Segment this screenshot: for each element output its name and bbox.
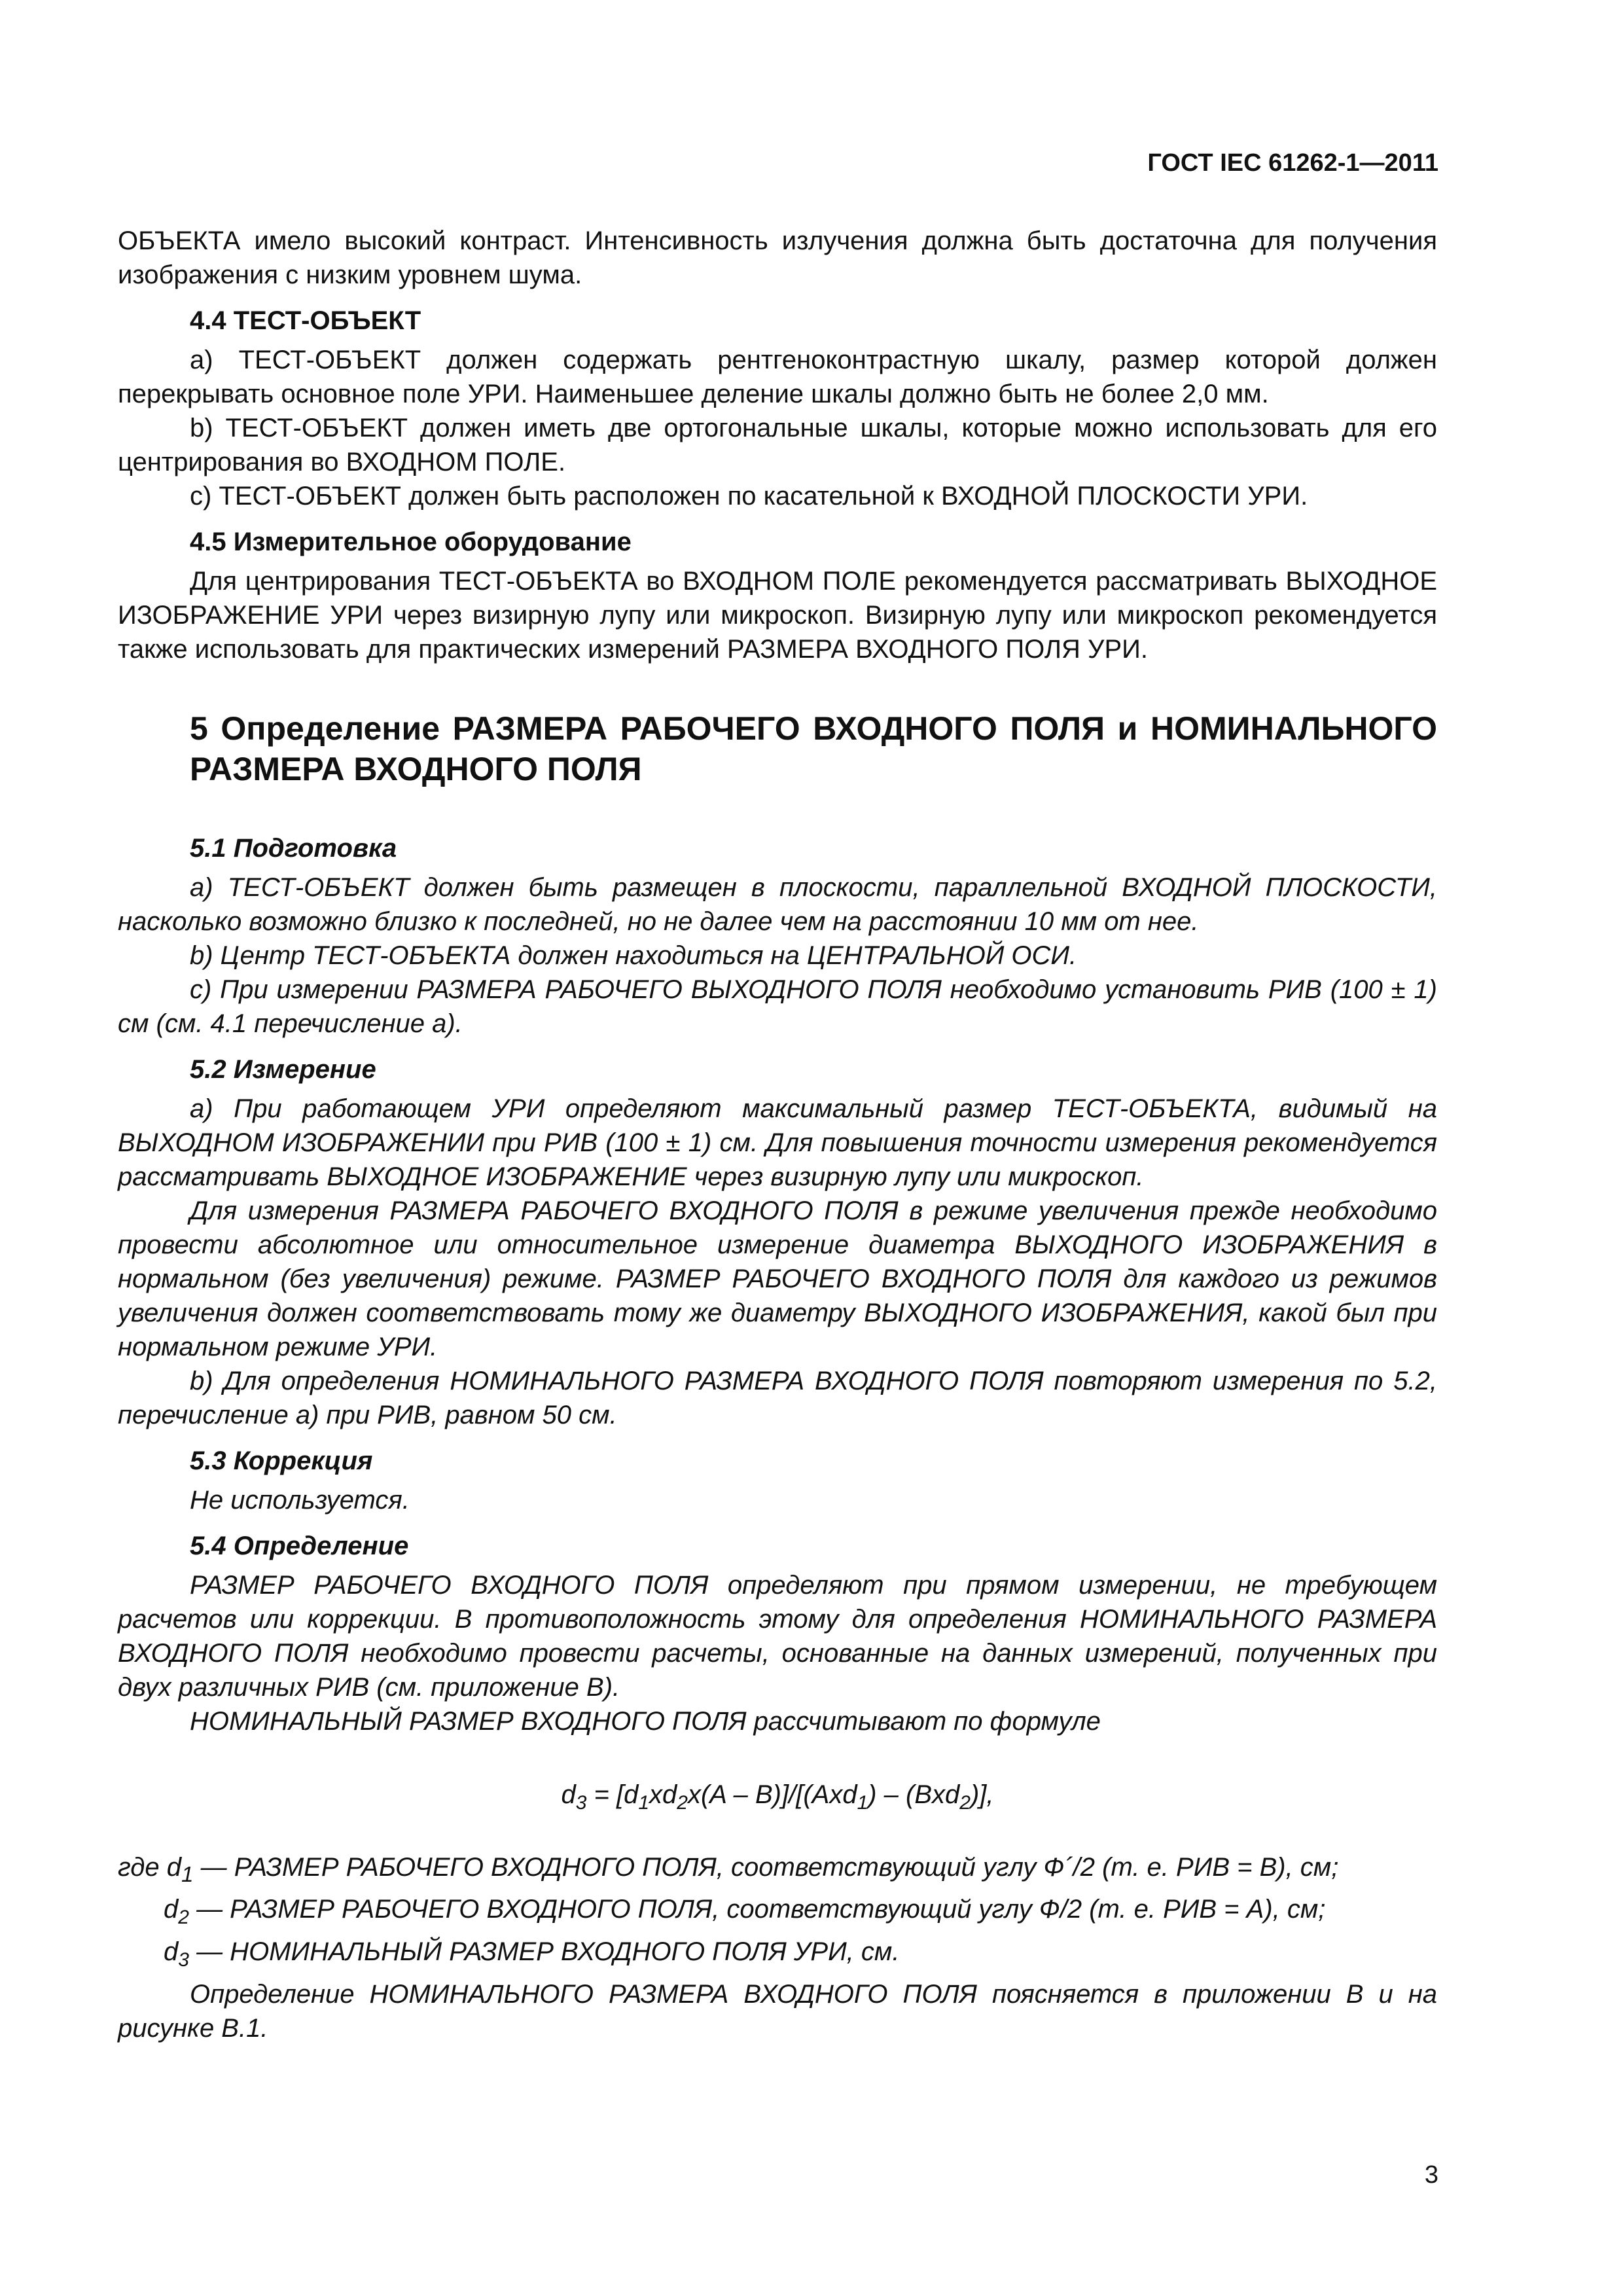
section-4-4-heading: 4.4 ТЕСТ-ОБЪЕКТ [190, 306, 421, 335]
section-5-heading: 5 Определение РАЗМЕРА РАБОЧЕГО ВХОДНОГО ПОЛЯ и НОМИНАЛЬНОГО РАЗМЕРА ВХОДНОГО ПОЛЯ [190, 710, 1437, 787]
section-5-3-text: Не используется. [190, 1486, 410, 1515]
document-body [118, 224, 1437, 2045]
formula-legend-d2: $d_2$ — РАЗМЕР РАБОЧЕГО ВХОДНОГО ПОЛЯ, соответствующий углу Ф/2 (т. е. РИВ = А), см; [164, 1895, 1326, 1928]
page-number: 3 [1424, 2161, 1438, 2189]
document-code-header: ГОСТ IEC 61262-1—2011 [1147, 149, 1438, 177]
section-5-2-heading: 5.2 Измерение [190, 1055, 376, 1084]
formula-legend-d1: где $d_1$ — РАЗМЕР РАБОЧЕГО ВХОДНОГО ПОЛЯ, соответствующий углу Ф´/2 (т. е. РИВ = В), см; [118, 1853, 1339, 1887]
section-5-1-heading: 5.1 Подготовка [190, 834, 397, 863]
formula-d3: $d_3 = [d_1xd_2x(A - B)]/[(Axd_1) - (Bxd_2)]$, [561, 1780, 994, 1814]
section-5-4-paragraph-1: РАЗМЕР РАБОЧЕГО ВХОДНОГО ПОЛЯ определяют при прямом измерении, не требующем расчетов или коррекции. В противоположность этому для определения НОМИНАЛЬНОГО РАЗМЕРА ВХОДНОГО ПОЛЯ необходимо провести расчеты, основанные на данных измерений, полученных при двух различных РИВ (см. приложение В). [118, 1571, 1437, 1702]
section-5-2-item-b: b) Для определения НОМИНАЛЬНОГО РАЗМЕРА ВХОДНОГО ПОЛЯ повторяют измерения по 5.2, перечисление а) при РИВ, равном 50 см. [118, 1367, 1437, 1429]
section-5-1-item-b: b) Центр ТЕСТ-ОБЪЕКТА должен находиться на ЦЕНТРАЛЬНОЙ ОСИ. [190, 941, 1077, 970]
section-5-2-item-a: a) При работающем УРИ определяют максимальный размер ТЕСТ-ОБЪЕКТА, видимый на ВЫХОДНОМ ИЗОБРАЖЕНИИ при РИВ (100 ± 1) см. Для повышения точности измерения рекомендуется рассматривать ВЫХОДНОЕ ИЗОБРАЖЕНИЕ через визирную лупу или микроскоп. [118, 1094, 1437, 1191]
section-4-5-heading: 4.5 Измерительное оборудование [190, 528, 632, 556]
section-4-4-item-b: b) ТЕСТ-ОБЪЕКТ должен иметь две ортогональные шкалы, которые можно использовать для его центрирования во ВХОДНОМ ПОЛЕ. [118, 414, 1437, 476]
continuation-paragraph: ОБЪЕКТА имело высокий контраст. Интенсивность излучения должна быть достаточна для получения изображения с низким уровнем шума. [118, 226, 1437, 289]
section-4-5-text: Для центрирования ТЕСТ-ОБЪЕКТА во ВХОДНОМ ПОЛЕ рекомендуется рассматривать ВЫХОДНОЕ ИЗОБРАЖЕНИЕ УРИ через визирную лупу или микроскоп. Визирную лупу или микроскоп рекомендуется также использовать для практических измерений РАЗМЕРА ВХОДНОГО ПОЛЯ УРИ. [118, 567, 1437, 664]
section-4-4-item-a: a) ТЕСТ-ОБЪЕКТ должен содержать рентгеноконтрастную шкалу, размер которой должен перекрывать основное поле УРИ. Наименьшее деление шкалы должно быть не более 2,0 мм. [118, 346, 1437, 408]
section-5-4-heading: 5.4 Определение [190, 1532, 409, 1560]
section-5-1-item-a: a) ТЕСТ-ОБЪЕКТ должен быть размещен в плоскости, параллельной ВХОДНОЙ ПЛОСКОСТИ, насколько возможно близко к последней, но не далее чем на расстоянии 10 мм от нее. [118, 873, 1437, 936]
section-5-4-paragraph-3: Определение НОМИНАЛЬНОГО РАЗМЕРА ВХОДНОГО ПОЛЯ поясняется в приложении В и на рисунке В.1. [118, 1980, 1437, 2043]
section-5-1-item-c: c) При измерении РАЗМЕРА РАБОЧЕГО ВЫХОДНОГО ПОЛЯ необходимо установить РИВ (100 ± 1) см (см. 4.1 перечисление а). [118, 975, 1437, 1038]
section-4-4-item-c: c) ТЕСТ-ОБЪЕКТ должен быть расположен по касательной к ВХОДНОЙ ПЛОСКОСТИ УРИ. [190, 482, 1308, 511]
formula-legend-d3: $d_3$ — НОМИНАЛЬНЫЙ РАЗМЕР ВХОДНОГО ПОЛЯ УРИ, см. [164, 1937, 900, 1971]
section-5-3-heading: 5.3 Коррекция [190, 1446, 373, 1475]
section-5-4-paragraph-2: НОМИНАЛЬНЫЙ РАЗМЕР ВХОДНОГО ПОЛЯ рассчитывают по формуле [190, 1707, 1101, 1736]
section-5-2-paragraph: Для измерения РАЗМЕРА РАБОЧЕГО ВХОДНОГО ПОЛЯ в режиме увеличения прежде необходимо провести абсолютное или относительное измерение диаметра ВЫХОДНОГО ИЗОБРАЖЕНИЯ в нормальном (без увеличения) режиме. РАЗМЕР РАБОЧЕГО ВХОДНОГО ПОЛЯ для каждого из режимов увеличения должен соответствовать тому же диаметру ВЫХОДНОГО ИЗОБРАЖЕНИЯ, какой был при нормальном режиме УРИ. [118, 1196, 1437, 1361]
